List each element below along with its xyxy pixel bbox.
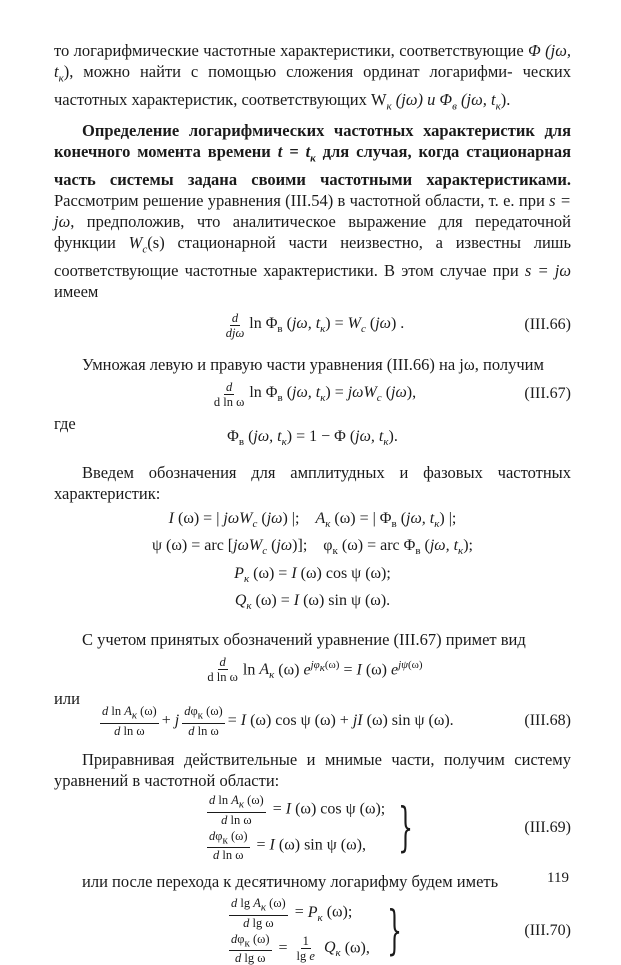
paragraph-9: или после перехода к десятичному логарифму будем иметь (82, 871, 499, 891)
equation-unnumbered: $\frac{d}{\text{d ln ω}}$ $\ln A_к$ (ω) $e^{j\varphi_к(\omega)} = I$ (ω) $e^{j\psi(\omega)}$ (207, 655, 423, 685)
equation-III-67: $\frac{d}{\text{d ln ω}}$ $\ln \Phi_в$ (jω, $t_к) = j\omega W_c$ (jω), (III.67) (213, 379, 571, 409)
paragraph-6: С учетом принятых обозначений уравнение (III.67) примет вид (82, 629, 526, 649)
paragraph-3: Умножая левую и правую части уравнения (III.66) на jω, получим (82, 355, 544, 375)
paragraph-2: Определение логарифмических частотных характеристик для конечного момента времени $t = t_к$ для случая, когда стационарная часть системы задана своими частотными характеристиками. Рассмотрим решение уравнения (III.54) в частотной области, т. е. при s = jω, предположив, что аналитическое выражение для передаточной функции $W_c(s)$ стационарной части неизвестно, а известны лишь соответствующие частотные характеристики. В этом случае при s = jω имеем (54, 120, 572, 302)
equation-phi-def: $\Phi_в$ (jω, $t_к) = 1 - \Phi$ (jω, $t_к$). (227, 428, 398, 449)
equation-III-66: $\frac{d}{\text{djω}}$ $\ln \Phi_в$ (jω, $t_к) = W_c$ (jω) . (III.66) (225, 310, 571, 340)
paragraph-4: где (54, 414, 76, 434)
equation-III-68: $\frac{d \ln A_к (\omega)}{\text{d ln ω}}$ + j $\frac{d\varphi_к (\omega)}{\text{d ln ω}}$ = I (ω) cos ψ (ω) + jI (ω) sin ψ (ω). (III.68) (102, 704, 571, 738)
equation-III-69: $\frac{d \ln A_к (\omega)}{\text{d ln ω}}$ = I (ω) cos ψ (ω); $\frac{d\varphi_к (\omega)}{\text{d ln ω}}$ = I (ω) sin ψ (ω), } (III.69) (209, 793, 571, 863)
paragraph-1: то логарифмические частотные характеристики, соответствующие Φ (jω, $t_к$), можно найти с помощью сложения ординат логарифми- ческих частотных характеристик, соответствующих $W_к$ (jω) и $\Phi_в$ (jω, $t_к$). (54, 41, 572, 113)
definitions-block: I (ω) = | jωW$_c$ (jω) |; $A_к$ (ω) = | $\Phi_в$ (jω, $t_к$) |; ψ (ω) = arc [jωW$_c$ (jω)]; $\varphi_к$ (ω) = arc $\Phi_в$ (jω, $t_к$); $P_к$ (ω) = I (ω) cos ψ (ω); $Q_к$ (ω) = I (ω) sin ψ (ω). (152, 510, 473, 612)
paragraph-7: или (54, 688, 80, 708)
page-content (54, 40, 571, 964)
equation-III-70: $\frac{d \lg A_к (\omega)}{\text{d lg ω}}$ = $P_к$ (ω); $\frac{d\varphi_к (\omega)}{\text{d lg ω}}$ = $\frac{1}{\text{lg e}}$ $Q_к$ (ω), } (III.70) (231, 896, 571, 965)
paragraph-8: Приравнивая действительные и мнимые части, получим систему уравнений в частотной области: (54, 749, 571, 790)
paragraph-5: Введем обозначения для амплитудных и фазовых частотных характеристик: (54, 463, 571, 504)
page-number: 119 (547, 870, 569, 886)
